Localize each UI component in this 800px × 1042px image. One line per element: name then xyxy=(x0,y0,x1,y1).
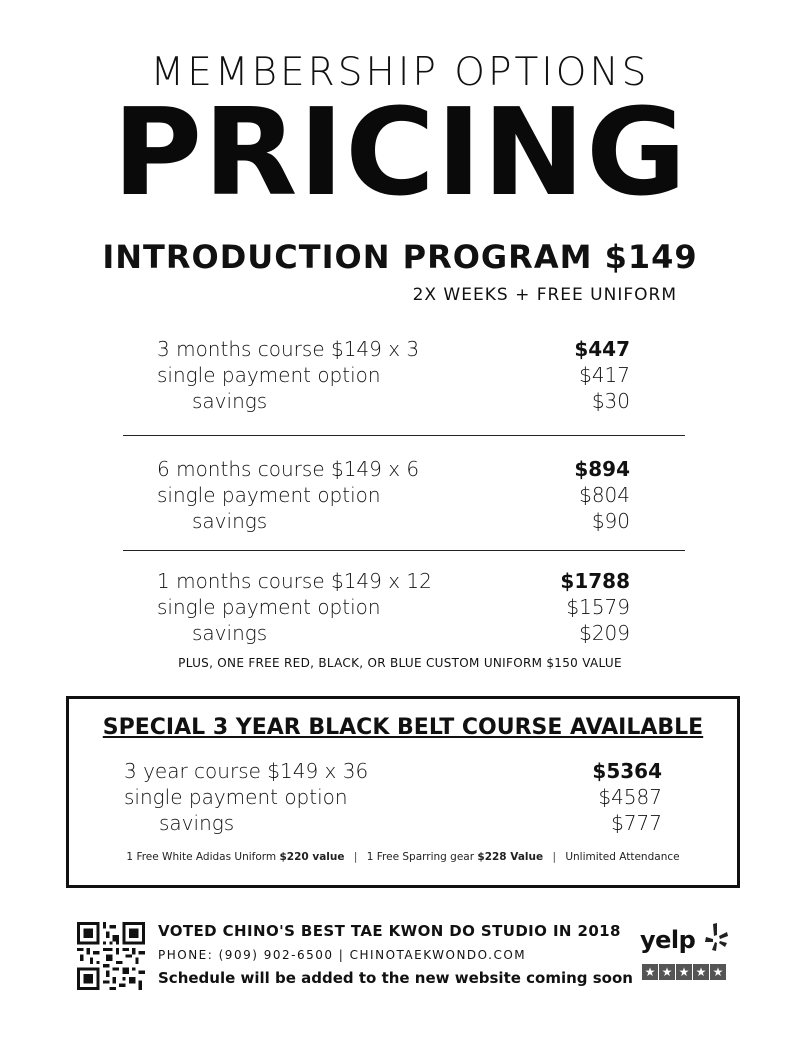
star-icon: ★ xyxy=(659,964,675,980)
single-payment-value: $417 xyxy=(579,363,630,387)
special-black-belt-box xyxy=(66,696,740,888)
course-label: 6 months course $149 x 6 xyxy=(157,457,420,481)
footer-schedule-note: Schedule will be added to the new website coming soon xyxy=(158,969,633,987)
special-perks-note xyxy=(69,851,737,863)
savings-value: $209 xyxy=(579,621,630,645)
course-12-months xyxy=(157,569,630,647)
intro-program-subheading: 2X WEEKS + FREE UNIFORM xyxy=(412,285,677,305)
course-6-months xyxy=(157,457,630,535)
savings-value: $777 xyxy=(611,811,662,835)
savings-label: savings xyxy=(192,389,268,413)
single-payment-value: $1579 xyxy=(566,595,630,619)
savings-value: $30 xyxy=(591,389,630,413)
course-total: $447 xyxy=(574,337,630,361)
divider xyxy=(123,550,685,551)
divider xyxy=(123,435,685,436)
course-total: $894 xyxy=(574,457,630,481)
course-total: $1788 xyxy=(560,569,630,593)
yelp-stars xyxy=(642,964,726,980)
single-payment-label: single payment option xyxy=(157,483,381,507)
perk-sparring-text: 1 Free Sparring gear xyxy=(366,851,478,863)
savings-label: savings xyxy=(192,621,268,645)
star-icon: ★ xyxy=(642,964,658,980)
star-icon: ★ xyxy=(710,964,726,980)
course-label: 3 year course $149 x 36 xyxy=(124,759,369,783)
intro-program-heading: INTRODUCTION PROGRAM $149 xyxy=(102,238,698,276)
star-icon: ★ xyxy=(693,964,709,980)
special-course-rows xyxy=(124,759,662,837)
perk-uniform-text: 1 Free White Adidas Uniform xyxy=(126,851,280,863)
yelp-badge xyxy=(640,922,730,984)
special-heading: SPECIAL 3 YEAR BLACK BELT COURSE AVAILABLE xyxy=(102,715,704,740)
course-label: 3 months course $149 x 3 xyxy=(157,337,420,361)
savings-label: savings xyxy=(192,509,268,533)
savings-value: $90 xyxy=(591,509,630,533)
single-payment-value: $4587 xyxy=(598,785,662,809)
single-payment-label: single payment option xyxy=(157,363,381,387)
single-payment-label: single payment option xyxy=(124,785,348,809)
perk-uniform-value: $220 value xyxy=(279,851,345,863)
footer-text xyxy=(158,918,638,990)
star-icon: ★ xyxy=(676,964,692,980)
footer-contact: PHONE: (909) 902-6500 | CHINOTAEKWONDO.COM xyxy=(158,948,527,962)
course-3-months xyxy=(157,337,630,415)
perk-separator: | xyxy=(353,851,358,863)
course-total: $5364 xyxy=(592,759,662,783)
footer-headline: VOTED CHINO'S BEST TAE KWON DO STUDIO IN 2018 xyxy=(158,922,621,940)
single-payment-value: $804 xyxy=(579,483,630,507)
bonus-uniform-note: PLUS, ONE FREE RED, BLACK, OR BLUE CUSTOM UNIFORM $150 VALUE xyxy=(178,656,622,670)
yelp-burst-icon xyxy=(702,922,728,952)
qr-code-icon xyxy=(77,922,145,990)
perk-separator: | xyxy=(552,851,556,863)
perk-sparring-value: $228 Value xyxy=(477,851,544,863)
page-title: PRICING xyxy=(112,84,688,223)
savings-label: savings xyxy=(159,811,235,835)
course-label: 1 months course $149 x 12 xyxy=(157,569,432,593)
perk-attendance-text: Unlimited Attendance xyxy=(565,851,680,863)
page-subtitle: MEMBERSHIP OPTIONS xyxy=(150,50,650,95)
yelp-logo-text: yelp xyxy=(640,926,696,954)
single-payment-label: single payment option xyxy=(157,595,381,619)
